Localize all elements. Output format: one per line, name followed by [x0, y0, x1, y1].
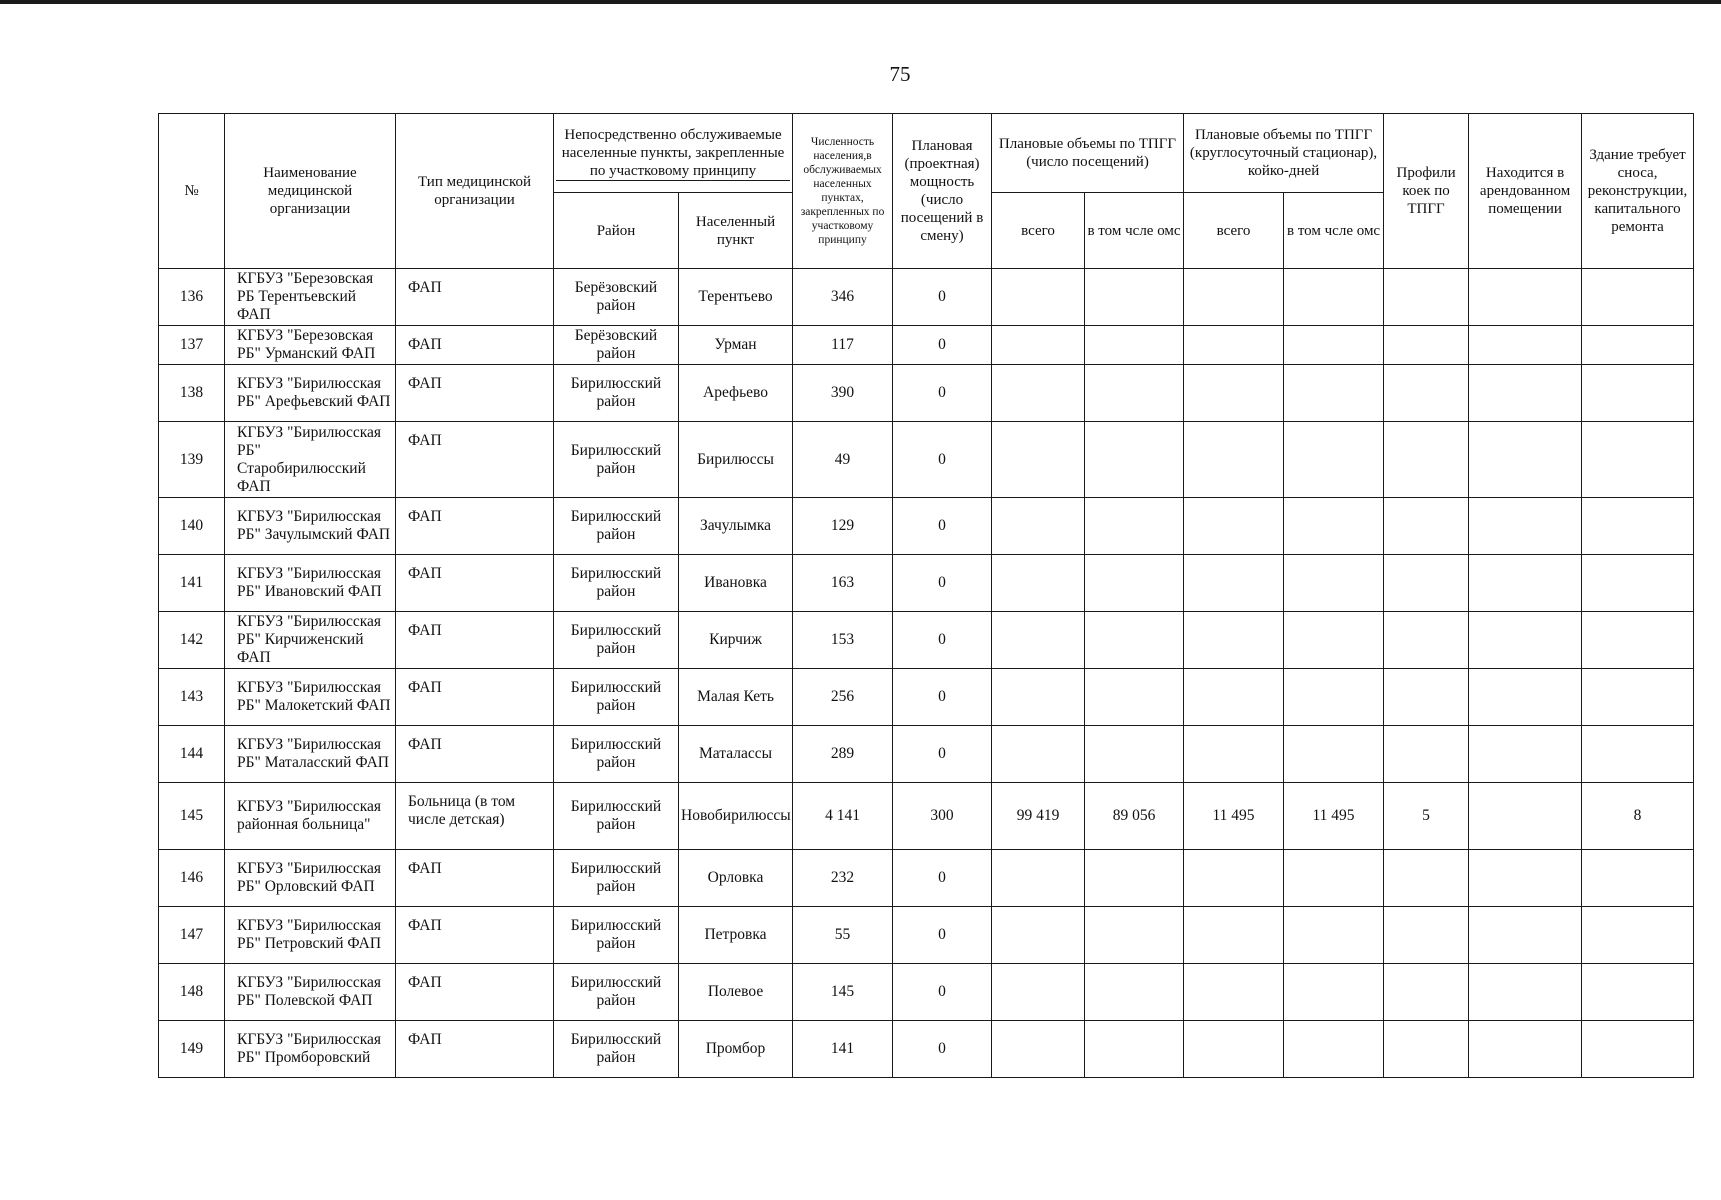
header-bed-profiles: Профили коек по ТПГГ: [1384, 114, 1469, 269]
cell-hospital-total: [1184, 365, 1284, 422]
cell-visits-oms: [1085, 555, 1184, 612]
table-row: [159, 269, 1694, 326]
header-visits-oms: в том чсле омс: [1085, 193, 1184, 269]
cell-settlement: Малая Кеть: [679, 669, 793, 726]
cell-settlement: Маталассы: [679, 726, 793, 783]
cell-rented: [1469, 498, 1582, 555]
cell-bed-profiles: [1384, 1021, 1469, 1078]
table-row: [159, 612, 1694, 669]
cell-population: 117: [793, 326, 893, 365]
cell-visits-oms: [1085, 850, 1184, 907]
header-hospital-oms: в том чсле омс: [1284, 193, 1384, 269]
cell-population: 232: [793, 850, 893, 907]
cell-district: Бирилюсский район: [554, 783, 679, 850]
cell-hospital-total: [1184, 269, 1284, 326]
table-row: [159, 850, 1694, 907]
cell-org-type: ФАП: [396, 726, 554, 783]
header-org-name: Наименование медицинской организации: [225, 114, 396, 269]
cell-bed-profiles: [1384, 365, 1469, 422]
cell-district: Бирилюсский район: [554, 964, 679, 1021]
page-number: 75: [889, 62, 911, 86]
table-row: [159, 726, 1694, 783]
cell-hospital-oms: [1284, 850, 1384, 907]
cell-capacity: 0: [893, 269, 992, 326]
cell-demolition: [1582, 669, 1694, 726]
cell-visits-total: [992, 669, 1085, 726]
cell-org-name: КГБУЗ "Бирилюсская РБ" Маталасский ФАП: [225, 726, 396, 783]
table-row: [159, 326, 1694, 365]
cell-org-type: ФАП: [396, 555, 554, 612]
cell-visits-total: [992, 964, 1085, 1021]
cell-num: 138: [159, 365, 225, 422]
table-row: [159, 365, 1694, 422]
cell-hospital-total: [1184, 669, 1284, 726]
cell-rented: [1469, 326, 1582, 365]
cell-settlement: Бирилюссы: [679, 422, 793, 498]
cell-num: 147: [159, 907, 225, 964]
cell-rented: [1469, 612, 1582, 669]
cell-org-name: КГБУЗ "Бирилюсская РБ" Зачулымский ФАП: [225, 498, 396, 555]
header-rented: Находится в арендованном помещении: [1469, 114, 1582, 269]
cell-hospital-oms: [1284, 726, 1384, 783]
cell-district: Берёзовский район: [554, 269, 679, 326]
cell-hospital-total: [1184, 555, 1284, 612]
cell-org-name: КГБУЗ "Бирилюсская РБ" Кирчиженский ФАП: [225, 612, 396, 669]
cell-visits-total: [992, 422, 1085, 498]
table-row: [159, 555, 1694, 612]
cell-org-type: ФАП: [396, 326, 554, 365]
cell-visits-total: [992, 850, 1085, 907]
cell-hospital-oms: [1284, 907, 1384, 964]
cell-population: 129: [793, 498, 893, 555]
cell-district: Берёзовский район: [554, 326, 679, 365]
cell-org-type: ФАП: [396, 964, 554, 1021]
cell-settlement: Промбор: [679, 1021, 793, 1078]
cell-hospital-total: [1184, 612, 1284, 669]
cell-hospital-total: [1184, 422, 1284, 498]
cell-population: 145: [793, 964, 893, 1021]
table-row: [159, 498, 1694, 555]
cell-hospital-oms: [1284, 498, 1384, 555]
cell-hospital-total: [1184, 964, 1284, 1021]
header-served-settlements-text: Непосредственно обслуживаемые населенные пункты, закрепленные по участковому принципу: [556, 126, 790, 181]
cell-org-name: КГБУЗ "Бирилюсская РБ" Петровский ФАП: [225, 907, 396, 964]
cell-org-type: Больница (в том числе детская): [396, 783, 554, 850]
cell-capacity: 0: [893, 726, 992, 783]
cell-org-type: ФАП: [396, 1021, 554, 1078]
cell-visits-oms: [1085, 269, 1184, 326]
cell-hospital-total: [1184, 498, 1284, 555]
cell-org-name: КГБУЗ "Березовская РБ Терентьевский ФАП: [225, 269, 396, 326]
header-settlement: Населенный пункт: [679, 193, 793, 269]
cell-demolition: [1582, 326, 1694, 365]
cell-bed-profiles: [1384, 612, 1469, 669]
cell-rented: [1469, 269, 1582, 326]
cell-org-type: ФАП: [396, 907, 554, 964]
cell-visits-total: [992, 1021, 1085, 1078]
cell-rented: [1469, 669, 1582, 726]
cell-capacity: 0: [893, 422, 992, 498]
cell-org-type: ФАП: [396, 422, 554, 498]
table-row: [159, 964, 1694, 1021]
cell-org-name: КГБУЗ "Бирилюсская РБ" Полевской ФАП: [225, 964, 396, 1021]
cell-population: 153: [793, 612, 893, 669]
cell-hospital-total: [1184, 326, 1284, 365]
cell-hospital-oms: [1284, 669, 1384, 726]
cell-district: Бирилюсский район: [554, 555, 679, 612]
cell-population: 55: [793, 907, 893, 964]
cell-visits-oms: [1085, 422, 1184, 498]
cell-capacity: 300: [893, 783, 992, 850]
cell-hospital-total: [1184, 1021, 1284, 1078]
cell-settlement: Арефьево: [679, 365, 793, 422]
cell-visits-total: [992, 326, 1085, 365]
table-row: [159, 783, 1694, 850]
table-row: [159, 1021, 1694, 1078]
cell-org-name: КГБУЗ "Бирилюсская РБ" Ивановский ФАП: [225, 555, 396, 612]
cell-hospital-oms: [1284, 555, 1384, 612]
cell-settlement: Орловка: [679, 850, 793, 907]
cell-population: 4 141: [793, 783, 893, 850]
cell-hospital-total: [1184, 850, 1284, 907]
table-row: [159, 669, 1694, 726]
cell-bed-profiles: [1384, 964, 1469, 1021]
cell-visits-oms: [1085, 726, 1184, 783]
cell-district: Бирилюсский район: [554, 1021, 679, 1078]
cell-capacity: 0: [893, 612, 992, 669]
header-capacity: Плановая (проектная) мощность (число посещений в смену): [893, 114, 992, 269]
cell-bed-profiles: [1384, 498, 1469, 555]
cell-org-type: ФАП: [396, 269, 554, 326]
cell-visits-oms: [1085, 907, 1184, 964]
cell-num: 139: [159, 422, 225, 498]
cell-num: 143: [159, 669, 225, 726]
cell-demolition: [1582, 555, 1694, 612]
cell-demolition: 8: [1582, 783, 1694, 850]
cell-visits-oms: [1085, 365, 1184, 422]
cell-demolition: [1582, 907, 1694, 964]
cell-num: 137: [159, 326, 225, 365]
header-org-type: Тип медицинской организации: [396, 114, 554, 269]
cell-capacity: 0: [893, 326, 992, 365]
cell-district: Бирилюсский район: [554, 907, 679, 964]
cell-num: 140: [159, 498, 225, 555]
cell-num: 145: [159, 783, 225, 850]
cell-rented: [1469, 422, 1582, 498]
cell-org-name: КГБУЗ "Бирилюсская РБ" Орловский ФАП: [225, 850, 396, 907]
cell-bed-profiles: [1384, 422, 1469, 498]
cell-capacity: 0: [893, 669, 992, 726]
cell-population: 346: [793, 269, 893, 326]
cell-bed-profiles: [1384, 907, 1469, 964]
cell-visits-oms: [1085, 669, 1184, 726]
cell-settlement: Зачулымка: [679, 498, 793, 555]
cell-hospital-oms: [1284, 964, 1384, 1021]
cell-visits-total: [992, 726, 1085, 783]
cell-capacity: 0: [893, 907, 992, 964]
cell-num: 146: [159, 850, 225, 907]
cell-capacity: 0: [893, 555, 992, 612]
cell-num: 148: [159, 964, 225, 1021]
cell-hospital-oms: [1284, 269, 1384, 326]
cell-rented: [1469, 907, 1582, 964]
cell-org-name: КГБУЗ "Бирилюсская РБ" Старобирилюсский ФАП: [225, 422, 396, 498]
cell-rented: [1469, 1021, 1582, 1078]
cell-demolition: [1582, 422, 1694, 498]
cell-org-type: ФАП: [396, 669, 554, 726]
cell-population: 163: [793, 555, 893, 612]
cell-org-name: КГБУЗ "Бирилюсская РБ" Промборовский: [225, 1021, 396, 1078]
cell-rented: [1469, 555, 1582, 612]
cell-capacity: 0: [893, 1021, 992, 1078]
cell-settlement: Кирчиж: [679, 612, 793, 669]
header-num: №: [159, 114, 225, 269]
cell-visits-total: [992, 907, 1085, 964]
cell-settlement: Полевое: [679, 964, 793, 1021]
cell-org-type: ФАП: [396, 498, 554, 555]
header-demolition: Здание требует сноса, реконструкции, капитального ремонта: [1582, 114, 1694, 269]
cell-demolition: [1582, 850, 1694, 907]
cell-rented: [1469, 783, 1582, 850]
cell-hospital-oms: [1284, 612, 1384, 669]
cell-demolition: [1582, 269, 1694, 326]
cell-district: Бирилюсский район: [554, 726, 679, 783]
cell-population: 289: [793, 726, 893, 783]
table-body: [159, 269, 1694, 1078]
cell-org-type: ФАП: [396, 365, 554, 422]
cell-bed-profiles: [1384, 555, 1469, 612]
cell-settlement: Петровка: [679, 907, 793, 964]
page-top-edge: [0, 0, 1721, 4]
cell-org-name: КГБУЗ "Бирилюсская РБ" Малокетский ФАП: [225, 669, 396, 726]
cell-visits-total: [992, 498, 1085, 555]
cell-capacity: 0: [893, 365, 992, 422]
cell-org-type: ФАП: [396, 850, 554, 907]
cell-bed-profiles: [1384, 326, 1469, 365]
header-tpgg-hospital: Плановые объемы по ТПГГ (круглосуточный стационар), койко-дней: [1184, 114, 1384, 193]
cell-hospital-oms: 11 495: [1284, 783, 1384, 850]
cell-demolition: [1582, 498, 1694, 555]
cell-district: Бирилюсский район: [554, 422, 679, 498]
cell-settlement: Ивановка: [679, 555, 793, 612]
cell-num: 142: [159, 612, 225, 669]
cell-settlement: Новобирилюссы: [679, 783, 793, 850]
cell-demolition: [1582, 964, 1694, 1021]
table-row: [159, 907, 1694, 964]
cell-demolition: [1582, 365, 1694, 422]
cell-visits-oms: [1085, 964, 1184, 1021]
cell-capacity: 0: [893, 498, 992, 555]
cell-population: 49: [793, 422, 893, 498]
cell-bed-profiles: [1384, 269, 1469, 326]
header-population: Численность населения,в обслуживаемых населенных пунктах, закрепленных по участковому принципу: [793, 114, 893, 269]
cell-num: 149: [159, 1021, 225, 1078]
header-district: Район: [554, 193, 679, 269]
cell-visits-total: 99 419: [992, 783, 1085, 850]
header-served-settlements: [554, 114, 793, 193]
cell-num: 136: [159, 269, 225, 326]
cell-hospital-total: [1184, 907, 1284, 964]
cell-demolition: [1582, 1021, 1694, 1078]
cell-district: Бирилюсский район: [554, 612, 679, 669]
cell-bed-profiles: [1384, 726, 1469, 783]
cell-hospital-oms: [1284, 1021, 1384, 1078]
cell-bed-profiles: [1384, 669, 1469, 726]
cell-capacity: 0: [893, 850, 992, 907]
cell-population: 390: [793, 365, 893, 422]
cell-district: Бирилюсский район: [554, 850, 679, 907]
cell-visits-oms: [1085, 612, 1184, 669]
cell-district: Бирилюсский район: [554, 669, 679, 726]
cell-bed-profiles: [1384, 850, 1469, 907]
cell-org-type: ФАП: [396, 612, 554, 669]
cell-population: 256: [793, 669, 893, 726]
cell-num: 144: [159, 726, 225, 783]
header-hospital-total: всего: [1184, 193, 1284, 269]
cell-visits-total: [992, 269, 1085, 326]
cell-rented: [1469, 850, 1582, 907]
header-visits-total: всего: [992, 193, 1085, 269]
cell-district: Бирилюсский район: [554, 365, 679, 422]
cell-hospital-oms: [1284, 326, 1384, 365]
cell-bed-profiles: 5: [1384, 783, 1469, 850]
cell-hospital-total: 11 495: [1184, 783, 1284, 850]
cell-visits-oms: 89 056: [1085, 783, 1184, 850]
cell-population: 141: [793, 1021, 893, 1078]
cell-rented: [1469, 365, 1582, 422]
cell-visits-oms: [1085, 326, 1184, 365]
cell-hospital-total: [1184, 726, 1284, 783]
cell-hospital-oms: [1284, 365, 1384, 422]
cell-visits-total: [992, 555, 1085, 612]
cell-rented: [1469, 964, 1582, 1021]
cell-demolition: [1582, 612, 1694, 669]
cell-district: Бирилюсский район: [554, 498, 679, 555]
table-row: [159, 422, 1694, 498]
cell-settlement: Урман: [679, 326, 793, 365]
cell-visits-oms: [1085, 498, 1184, 555]
cell-rented: [1469, 726, 1582, 783]
cell-capacity: 0: [893, 964, 992, 1021]
cell-num: 141: [159, 555, 225, 612]
cell-org-name: КГБУЗ "Березовская РБ" Урманский ФАП: [225, 326, 396, 365]
cell-demolition: [1582, 726, 1694, 783]
cell-hospital-oms: [1284, 422, 1384, 498]
cell-org-name: КГБУЗ "Бирилюсская РБ" Арефьевский ФАП: [225, 365, 396, 422]
cell-settlement: Терентьево: [679, 269, 793, 326]
header-tpgg-visits: Плановые объемы по ТПГГ (число посещений): [992, 114, 1184, 193]
cell-visits-total: [992, 612, 1085, 669]
cell-visits-oms: [1085, 1021, 1184, 1078]
cell-org-name: КГБУЗ "Бирилюсская районная больница": [225, 783, 396, 850]
facilities-table: [158, 113, 1694, 1078]
cell-visits-total: [992, 365, 1085, 422]
